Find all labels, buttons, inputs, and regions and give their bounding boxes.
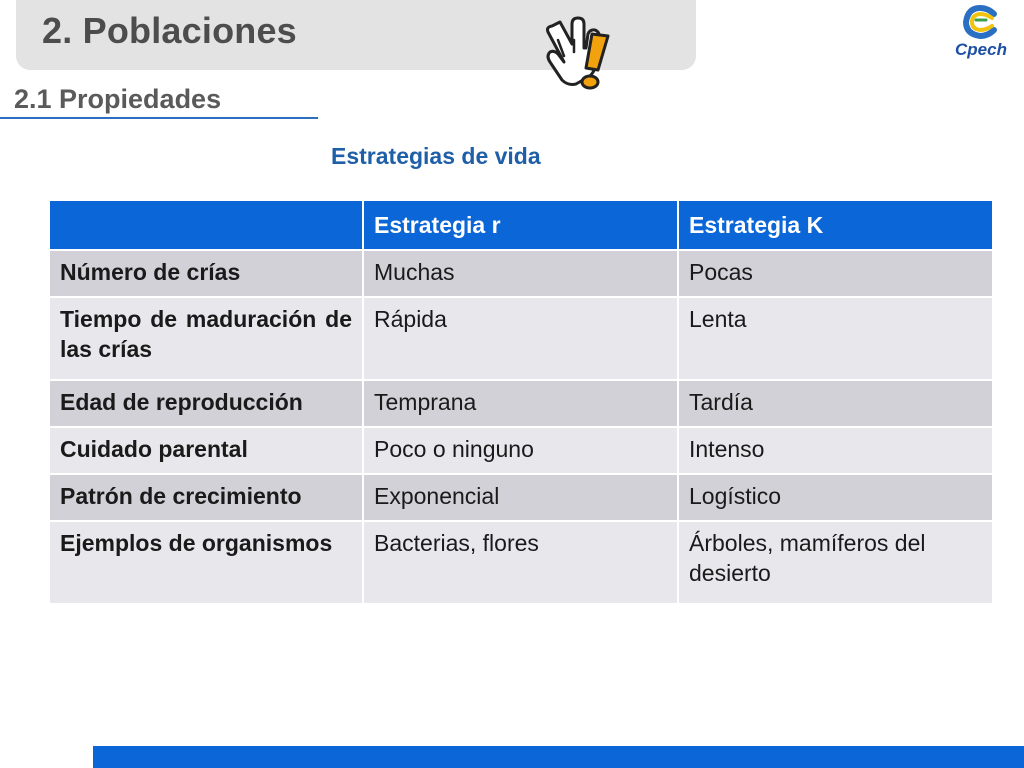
cpech-logo-mark [950,4,1012,44]
table-row [49,427,993,474]
page-title: 2. Poblaciones [42,10,297,51]
k-value: Logístico [678,474,993,521]
row-label: Patrón de crecimiento [49,474,363,521]
k-value: Tardía [678,380,993,427]
table-row [49,380,993,427]
section-subtitle: 2.1 Propiedades [14,84,222,114]
table-row [49,474,993,521]
k-value: Lenta [678,297,993,380]
cpech-logo-text: Cpech [955,40,1007,59]
header-cell-r: Estrategia r [363,200,678,250]
subtitle-underline [0,117,318,119]
strategies-table [48,199,994,605]
row-label: Ejemplos de organismos [49,521,363,604]
r-value: Bacterias, flores [363,521,678,604]
row-label: Número de crías [49,250,363,297]
row-label: Tiempo de maduración de las crías [49,297,363,380]
header-cell-k: Estrategia K [678,200,993,250]
table-caption: Estrategias de vida [331,143,541,169]
table-row [49,521,993,604]
table-header-row [49,200,993,250]
r-value: Rápida [363,297,678,380]
r-value: Exponencial [363,474,678,521]
k-value: Pocas [678,250,993,297]
r-value: Muchas [363,250,678,297]
cpech-logo [950,4,1012,62]
footer-bar [93,746,1024,768]
table-row [49,250,993,297]
k-value: Árboles, mamíferos del desierto [678,521,993,604]
row-label: Cuidado parental [49,427,363,474]
row-label: Edad de reproducción [49,380,363,427]
header-cell-empty [49,200,363,250]
r-value: Temprana [363,380,678,427]
k-value: Intenso [678,427,993,474]
r-value: Poco o ninguno [363,427,678,474]
table-row [49,297,993,380]
pointing-hand-icon [538,4,618,92]
